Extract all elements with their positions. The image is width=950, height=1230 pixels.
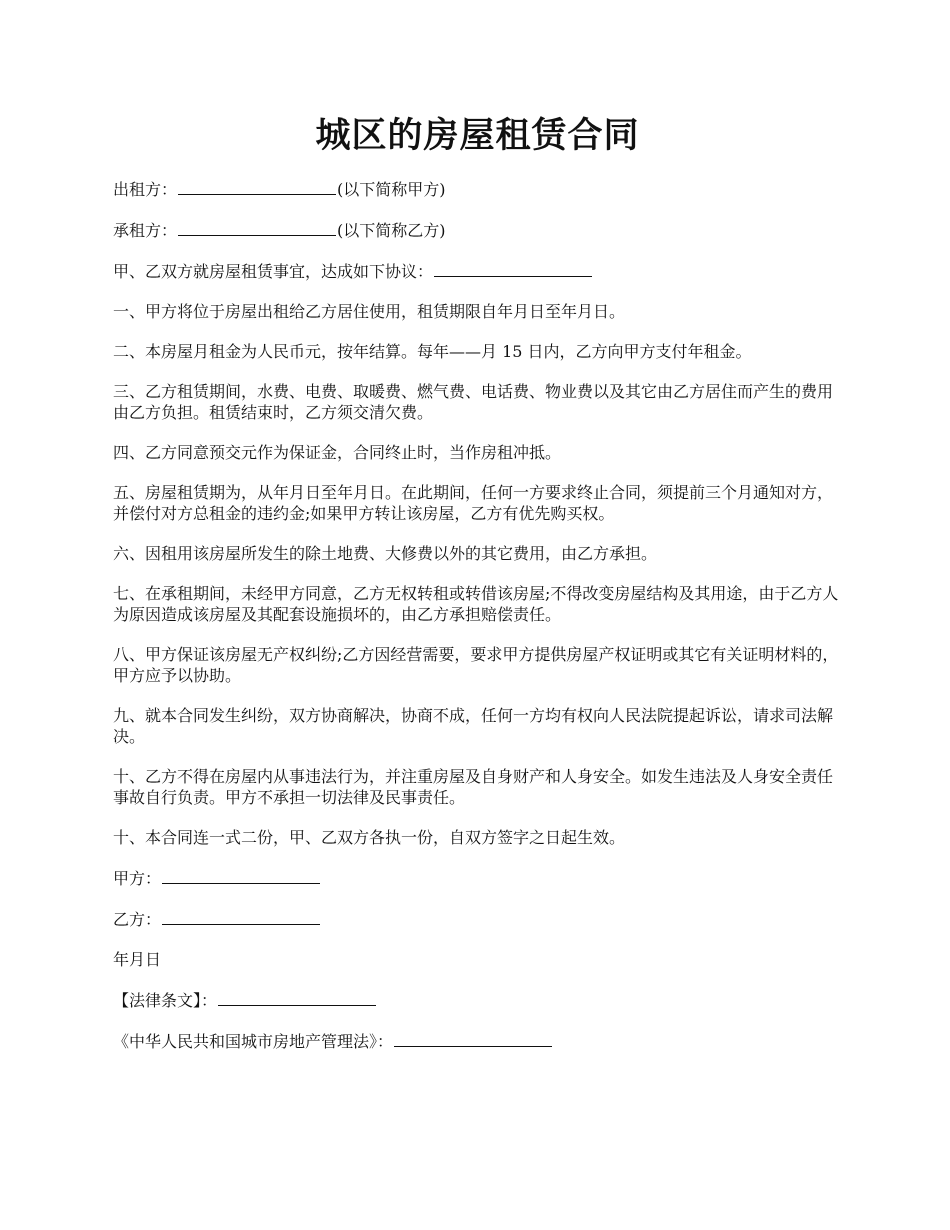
lessee-suffix: (以下简称乙方)	[337, 221, 446, 240]
clause-1: 一、甲方将位于房屋出租给乙方居住使用，租赁期限自年月日至年月日。	[113, 302, 626, 321]
clause-4: 四、乙方同意预交元作为保证金，合同终止时，当作房租冲抵。	[113, 443, 562, 462]
lessor-line	[113, 178, 842, 200]
party-b-sign-label: 乙方：	[113, 910, 162, 929]
law-name-line	[113, 1030, 842, 1052]
agreement-blank	[434, 260, 592, 277]
lessor-suffix: (以下简称甲方)	[337, 180, 446, 199]
lessee-blank	[178, 219, 336, 236]
party-a-sign-label: 甲方：	[113, 869, 162, 888]
clause-8: 八、甲方保证该房屋无产权纠纷;乙方因经营需要，要求甲方提供房屋产权证明或其它有关证明材料的，甲方应予以协助。	[113, 645, 839, 685]
law-name-blank	[394, 1030, 552, 1047]
party-b-sign-blank	[162, 908, 320, 925]
agreement-intro-line	[113, 260, 842, 282]
clause-3: 三、乙方租赁期间，水费、电费、取暖费、燃气费、电话费、物业费以及其它由乙方居住而产生的费用由乙方负担。租赁结束时，乙方须交清欠费。	[113, 382, 834, 422]
legal-ref-label: 【法律条文】：	[113, 991, 218, 1010]
clause-9: 九、就本合同发生纠纷，双方协商解决，协商不成，任何一方均有权向人民法院提起诉讼，请求司法解决。	[113, 706, 834, 746]
clause-5: 五、房屋租赁期为，从年月日至年月日。在此期间，任何一方要求终止合同，须提前三个月通知对方，并偿付对方总租金的违约金;如果甲方转让该房屋，乙方有优先购买权。	[113, 483, 834, 523]
clause-6: 六、因租用该房屋所发生的除土地费、大修费以外的其它费用，由乙方承担。	[113, 544, 658, 563]
law-name: 《中华人民共和国城市房地产管理法》：	[113, 1032, 394, 1051]
legal-ref-line	[113, 989, 842, 1011]
party-a-sign-blank	[162, 867, 320, 884]
clause-7: 七、在承租期间，未经甲方同意，乙方无权转租或转借该房屋;不得改变房屋结构及其用途，由于乙方人为原因造成该房屋及其配套设施损坏的，由乙方承担赔偿责任。	[113, 584, 839, 624]
clause-11: 十、本合同连一式二份，甲、乙双方各执一份，自双方签字之日起生效。	[113, 828, 626, 847]
agreement-intro: 甲、乙双方就房屋租赁事宜，达成如下协议：	[113, 262, 434, 281]
clause-10: 十、乙方不得在房屋内从事违法行为，并注重房屋及自身财产和人身安全。如发生违法及人身安全责任事故自行负责。甲方不承担一切法律及民事责任。	[113, 767, 834, 807]
party-a-sign-line	[113, 867, 842, 889]
document-title: 城区的房屋租赁合同	[315, 115, 640, 156]
lessee-line	[113, 219, 842, 241]
lessee-label: 承租方：	[113, 221, 178, 240]
document-body	[113, 178, 842, 1052]
date-line: 年月日	[113, 950, 162, 969]
legal-ref-blank	[218, 989, 376, 1006]
lessor-blank	[178, 178, 336, 195]
clause-2: 二、本房屋月租金为人民币元，按年结算。每年——月 15 日内，乙方向甲方支付年租金。	[113, 342, 752, 361]
party-b-sign-line	[113, 908, 842, 930]
lessor-label: 出租方：	[113, 180, 178, 199]
